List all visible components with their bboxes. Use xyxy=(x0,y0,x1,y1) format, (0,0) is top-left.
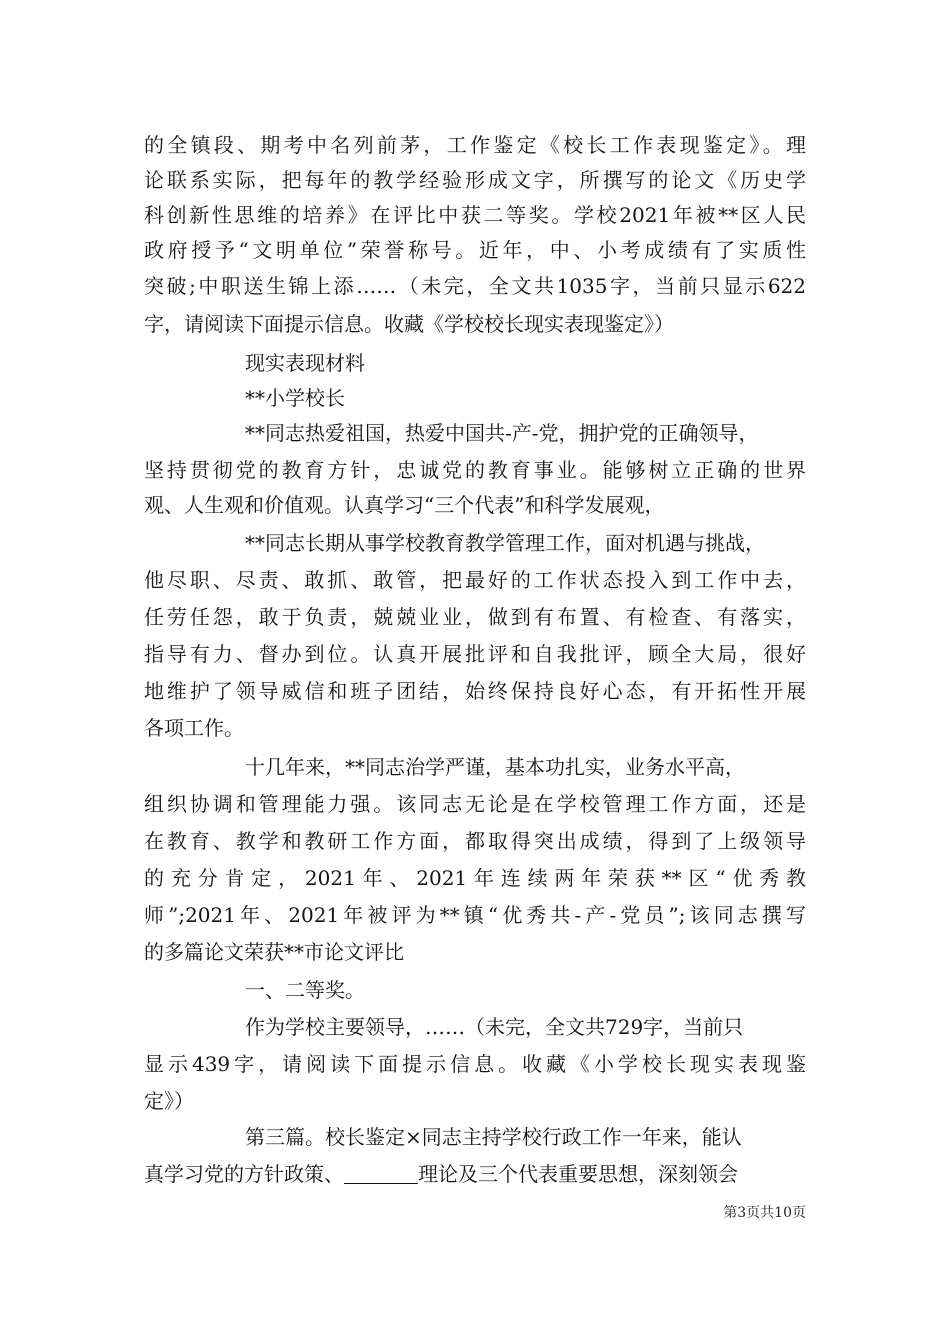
paragraph-line: 论联系实际，把每年的教学经验形成文字，所撰写的论文《历史学 xyxy=(144,168,806,192)
paragraph-line: 师”;2021年、2021年被评为**镇“优秀共-产-党员”;该同志撰写 xyxy=(144,903,806,927)
paragraph-line: 字，请阅读下面提示信息。收藏《学校校长现实表现鉴定》） xyxy=(144,312,674,336)
paragraph-line: 的多篇论文荣获**市论文评比 xyxy=(144,940,404,964)
paragraph-line: **同志热爱祖国，热爱中国共-产-党，拥护党的正确领导， xyxy=(245,421,759,445)
paragraph-line: 组织协调和管理能力强。该同志无论是在学校管理工作方面，还是 xyxy=(144,792,806,816)
paragraph-line: 定》） xyxy=(144,1089,194,1113)
paragraph-line: 指导有力、督办到位。认真开展批评和自我批评，顾全大局，很好 xyxy=(144,642,806,666)
line-suffix: 理论及三个代表重要思想，深刻领会 xyxy=(418,1162,738,1186)
paragraph-line: 地维护了领导威信和班子团结，始终保持良好心态，有开拓性开展 xyxy=(144,679,806,703)
paragraph-line: 作为学校主要领导，……（未完，全文共729字，当前只 xyxy=(245,1015,744,1039)
line-prefix: 真学习党的方针政策、 xyxy=(144,1162,344,1186)
section-subheading: **小学校长 xyxy=(245,386,345,410)
paragraph-line: 一、二等奖。 xyxy=(245,978,365,1002)
paragraph-line: 在教育、教学和教研工作方面，都取得突出成绩，得到了上级领导 xyxy=(144,829,806,853)
paragraph-line: **同志长期从事学校教育教学管理工作，面对机遇与挑战， xyxy=(245,531,765,555)
paragraph-line: 显示439字，请阅读下面提示信息。收藏《小学校长现实表现鉴 xyxy=(144,1052,806,1076)
paragraph-line: 的全镇段、期考中名列前茅，工作鉴定《校长工作表现鉴定》。理 xyxy=(144,133,806,157)
paragraph-line: 的充分肯定，2021年、2021年连续两年荣获**区“优秀教 xyxy=(144,866,806,890)
paragraph-line-with-blank xyxy=(144,1160,806,1188)
paragraph-line: 科创新性思维的培养》在评比中获二等奖。学校2021年被**区人民 xyxy=(144,203,806,227)
page-number-footer: 第3页共10页 xyxy=(723,1205,806,1221)
fill-in-blank xyxy=(344,1163,418,1184)
paragraph-line: 观、人生观和价值观。认真学习“三个代表”和科学发展观， xyxy=(144,493,665,517)
paragraph-line: 任劳任怨，敢于负责，兢兢业业，做到有布置、有检查、有落实， xyxy=(144,605,806,629)
paragraph-line: 突破;中职送生锦上添……（未完，全文共1035字，当前只显示622 xyxy=(144,274,806,298)
section-heading: 现实表现材料 xyxy=(245,351,365,375)
paragraph-line: 政府授予“文明单位”荣誉称号。近年，中、小考成绩有了实质性 xyxy=(144,238,806,262)
paragraph-line: 坚持贯彻党的教育方针，忠诚党的教育事业。能够树立正确的世界 xyxy=(144,458,806,482)
paragraph-line: 他尽职、尽责、敢抓、敢管，把最好的工作状态投入到工作中去， xyxy=(144,568,806,592)
paragraph-line: 第三篇。校长鉴定×同志主持学校行政工作一年来，能认 xyxy=(245,1125,742,1149)
paragraph-line: 各项工作。 xyxy=(144,716,244,740)
paragraph-line: 十几年来，**同志治学严谨，基本功扎实，业务水平高， xyxy=(245,755,745,779)
